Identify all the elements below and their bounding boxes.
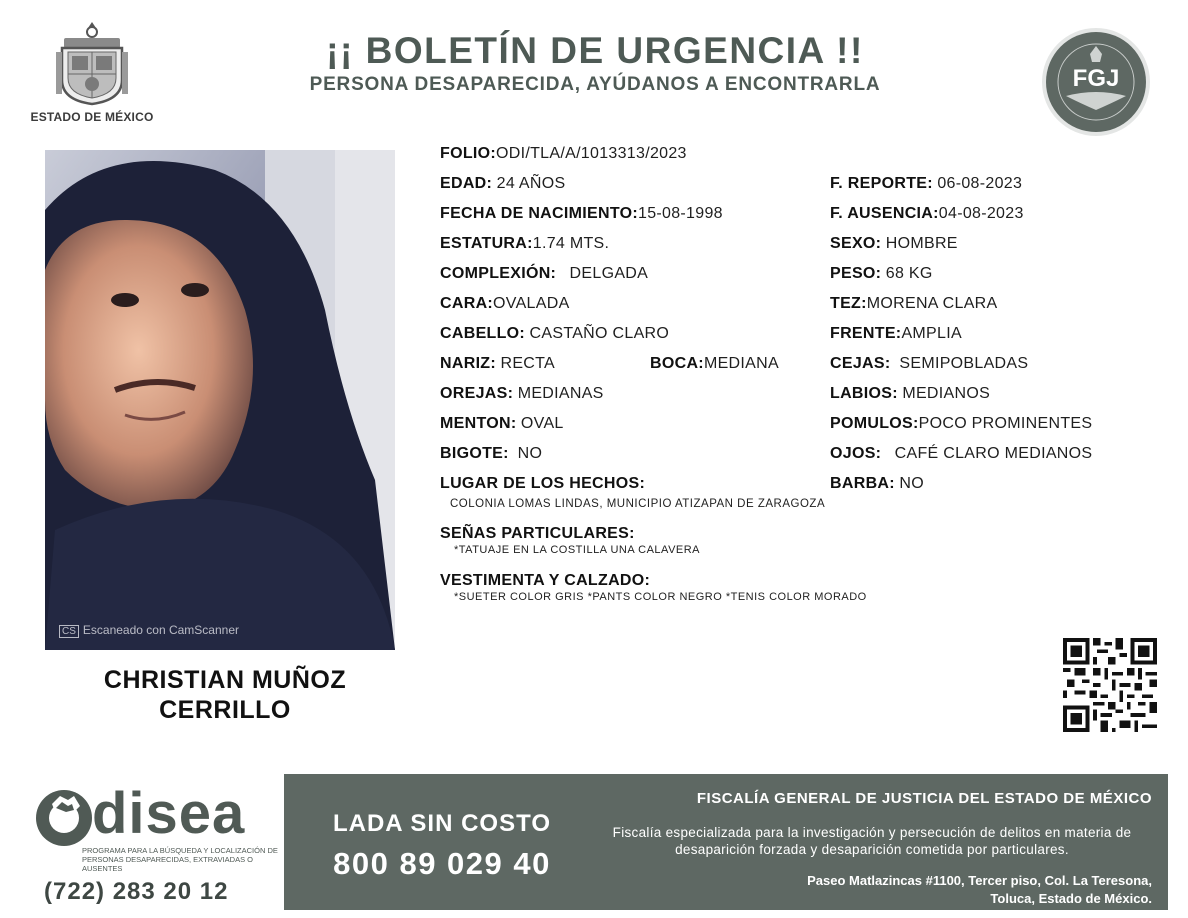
field-senas bbox=[440, 524, 635, 544]
orejas-label: OREJAS: bbox=[440, 385, 514, 402]
cara-label: CARA: bbox=[440, 295, 494, 312]
person-name-line1: CHRISTIAN MUÑOZ bbox=[103, 666, 347, 694]
menton-label: MENTON: bbox=[440, 415, 517, 432]
field-cabello bbox=[440, 324, 669, 344]
estatura-label: ESTATURA: bbox=[440, 235, 533, 252]
org-description: Fiscalía especializada para la investigación y persecución de delitos en materia de desaparición forzada y desaparición cometida por particulares. bbox=[612, 825, 1132, 857]
tez-value: MORENA CLARA bbox=[866, 295, 998, 312]
field-sexo bbox=[830, 234, 958, 254]
field-frente bbox=[830, 324, 962, 344]
lada-label: LADA SIN COSTO bbox=[332, 810, 551, 837]
field-peso bbox=[830, 264, 933, 284]
ojos-label: OJOS: bbox=[830, 445, 882, 462]
field-cejas bbox=[830, 354, 1028, 374]
field-complexion bbox=[440, 264, 648, 284]
orejas-value: MEDIANAS bbox=[517, 385, 604, 402]
field-nariz bbox=[440, 354, 555, 374]
org-address bbox=[807, 872, 1152, 908]
page-title: ¡¡ BOLETÍN DE URGENCIA !! bbox=[326, 30, 864, 71]
field-f-reporte bbox=[830, 174, 1022, 194]
footer-band bbox=[284, 774, 1168, 910]
camscanner-text: Escaneado con CamScanner bbox=[82, 623, 239, 637]
tez-label: TEZ: bbox=[830, 295, 867, 312]
address-line1: Paseo Matlazincas #1100, Tercer piso, Col. La Teresona, bbox=[807, 873, 1152, 888]
fgj-text: FGJ bbox=[1072, 65, 1120, 92]
org-title: FISCALÍA GENERAL DE JUSTICIA DEL ESTADO DE MÉXICO bbox=[696, 790, 1152, 807]
odisea-wordmark: disea bbox=[92, 781, 246, 846]
senas-value: *TATUAJE EN LA COSTILLA UNA CALAVERA bbox=[454, 544, 701, 556]
edad-label: EDAD: bbox=[440, 175, 493, 192]
field-pomulos bbox=[830, 414, 1092, 434]
field-estatura bbox=[440, 234, 609, 254]
menton-value: OVAL bbox=[520, 415, 564, 432]
field-fecha-nacimiento bbox=[440, 204, 723, 224]
person-name-line2: CERRILLO bbox=[159, 696, 291, 724]
field-edad bbox=[440, 174, 565, 194]
field-boca bbox=[650, 354, 779, 374]
field-folio bbox=[440, 144, 687, 164]
cabello-value: CASTAÑO CLARO bbox=[529, 325, 670, 342]
complexion-value: DELGADA bbox=[569, 265, 649, 282]
field-bigote bbox=[440, 444, 542, 464]
camscanner-watermark bbox=[59, 623, 239, 638]
f-reporte-label: F. REPORTE: bbox=[830, 175, 933, 192]
nariz-value: RECTA bbox=[500, 355, 556, 372]
nariz-label: NARIZ: bbox=[440, 355, 497, 372]
frente-value: AMPLIA bbox=[901, 325, 962, 342]
cejas-label: CEJAS: bbox=[830, 355, 891, 372]
field-tez bbox=[830, 294, 998, 314]
portrait-image bbox=[45, 150, 395, 650]
cejas-value: SEMIPOBLADAS bbox=[899, 355, 1029, 372]
vestimenta-label: VESTIMENTA Y CALZADO: bbox=[440, 572, 651, 589]
bulletin-header bbox=[200, 30, 990, 96]
cara-value: OVALADA bbox=[493, 295, 570, 312]
odisea-phone[interactable]: (722) 283 20 12 bbox=[44, 878, 229, 905]
state-seal-icon bbox=[52, 18, 132, 106]
barba-value: NO bbox=[899, 475, 924, 492]
odisea-logo bbox=[30, 782, 280, 910]
camscanner-badge: CS bbox=[59, 625, 79, 638]
cabello-label: CABELLO: bbox=[440, 325, 526, 342]
qr-code[interactable] bbox=[1063, 638, 1157, 732]
lada-number[interactable]: 800 89 029 40 bbox=[333, 846, 551, 881]
state-label: ESTADO DE MÉXICO bbox=[30, 110, 154, 124]
senas-label: SEÑAS PARTICULARES: bbox=[440, 525, 635, 542]
boca-label: BOCA: bbox=[650, 355, 704, 372]
boca-value: MEDIANA bbox=[703, 355, 779, 372]
pomulos-label: POMULOS: bbox=[830, 415, 919, 432]
field-labios bbox=[830, 384, 990, 404]
odisea-description: PROGRAMA PARA LA BÚSQUEDA Y LOCALIZACIÓN DE PERSONAS DESAPARECIDAS, EXTRAVIADAS O AUSENTES bbox=[82, 846, 278, 873]
frente-label: FRENTE: bbox=[830, 325, 902, 342]
labios-label: LABIOS: bbox=[830, 385, 898, 402]
field-vestimenta bbox=[440, 571, 650, 591]
edad-value: 24 AÑOS bbox=[496, 175, 566, 192]
estado-de-mexico-logo bbox=[22, 18, 162, 124]
f-ausencia-label: F. AUSENCIA: bbox=[830, 205, 939, 222]
field-f-ausencia bbox=[830, 204, 1024, 224]
labios-value: MEDIANOS bbox=[902, 385, 991, 402]
field-lugar-label bbox=[440, 474, 645, 494]
bigote-label: BIGOTE: bbox=[440, 445, 509, 462]
folio-value: ODI/TLA/A/1013313/2023 bbox=[496, 145, 687, 162]
fecha-nacimiento-value: 15-08-1998 bbox=[638, 205, 723, 222]
peso-label: PESO: bbox=[830, 265, 882, 282]
f-reporte-value: 06-08-2023 bbox=[937, 175, 1023, 192]
sexo-label: SEXO: bbox=[830, 235, 882, 252]
lugar-value: COLONIA LOMAS LINDAS, MUNICIPIO ATIZAPAN DE ZARAGOZA bbox=[450, 498, 826, 510]
field-barba bbox=[830, 474, 924, 494]
field-cara bbox=[440, 294, 570, 314]
page-subtitle: PERSONA DESAPARECIDA, AYÚDANOS A ENCONTRARLA bbox=[309, 74, 881, 95]
person-photo bbox=[45, 150, 395, 650]
field-orejas bbox=[440, 384, 604, 404]
lugar-label: LUGAR DE LOS HECHOS: bbox=[440, 475, 646, 492]
vestimenta-value: *SUETER COLOR GRIS *PANTS COLOR NEGRO *TENIS COLOR MORADO bbox=[454, 591, 867, 603]
field-menton bbox=[440, 414, 564, 434]
bigote-value: NO bbox=[517, 445, 543, 462]
odisea-map-icon bbox=[34, 786, 94, 850]
peso-value: 68 KG bbox=[885, 265, 933, 282]
fgj-seal-logo bbox=[1040, 26, 1152, 138]
f-ausencia-value: 04-08-2023 bbox=[938, 205, 1024, 222]
fecha-nacimiento-label: FECHA DE NACIMIENTO: bbox=[440, 205, 638, 222]
ojos-value: CAFÉ CLARO MEDIANOS bbox=[894, 445, 1093, 462]
estatura-value: 1.74 MTS. bbox=[532, 235, 610, 252]
sexo-value: HOMBRE bbox=[885, 235, 958, 252]
address-line2: Toluca, Estado de México. bbox=[990, 891, 1152, 906]
complexion-label: COMPLEXIÓN: bbox=[440, 265, 557, 282]
barba-label: BARBA: bbox=[830, 475, 895, 492]
folio-label: FOLIO: bbox=[440, 145, 497, 162]
field-ojos bbox=[830, 444, 1092, 464]
person-name bbox=[60, 665, 390, 725]
pomulos-value: POCO PROMINENTES bbox=[918, 415, 1093, 432]
